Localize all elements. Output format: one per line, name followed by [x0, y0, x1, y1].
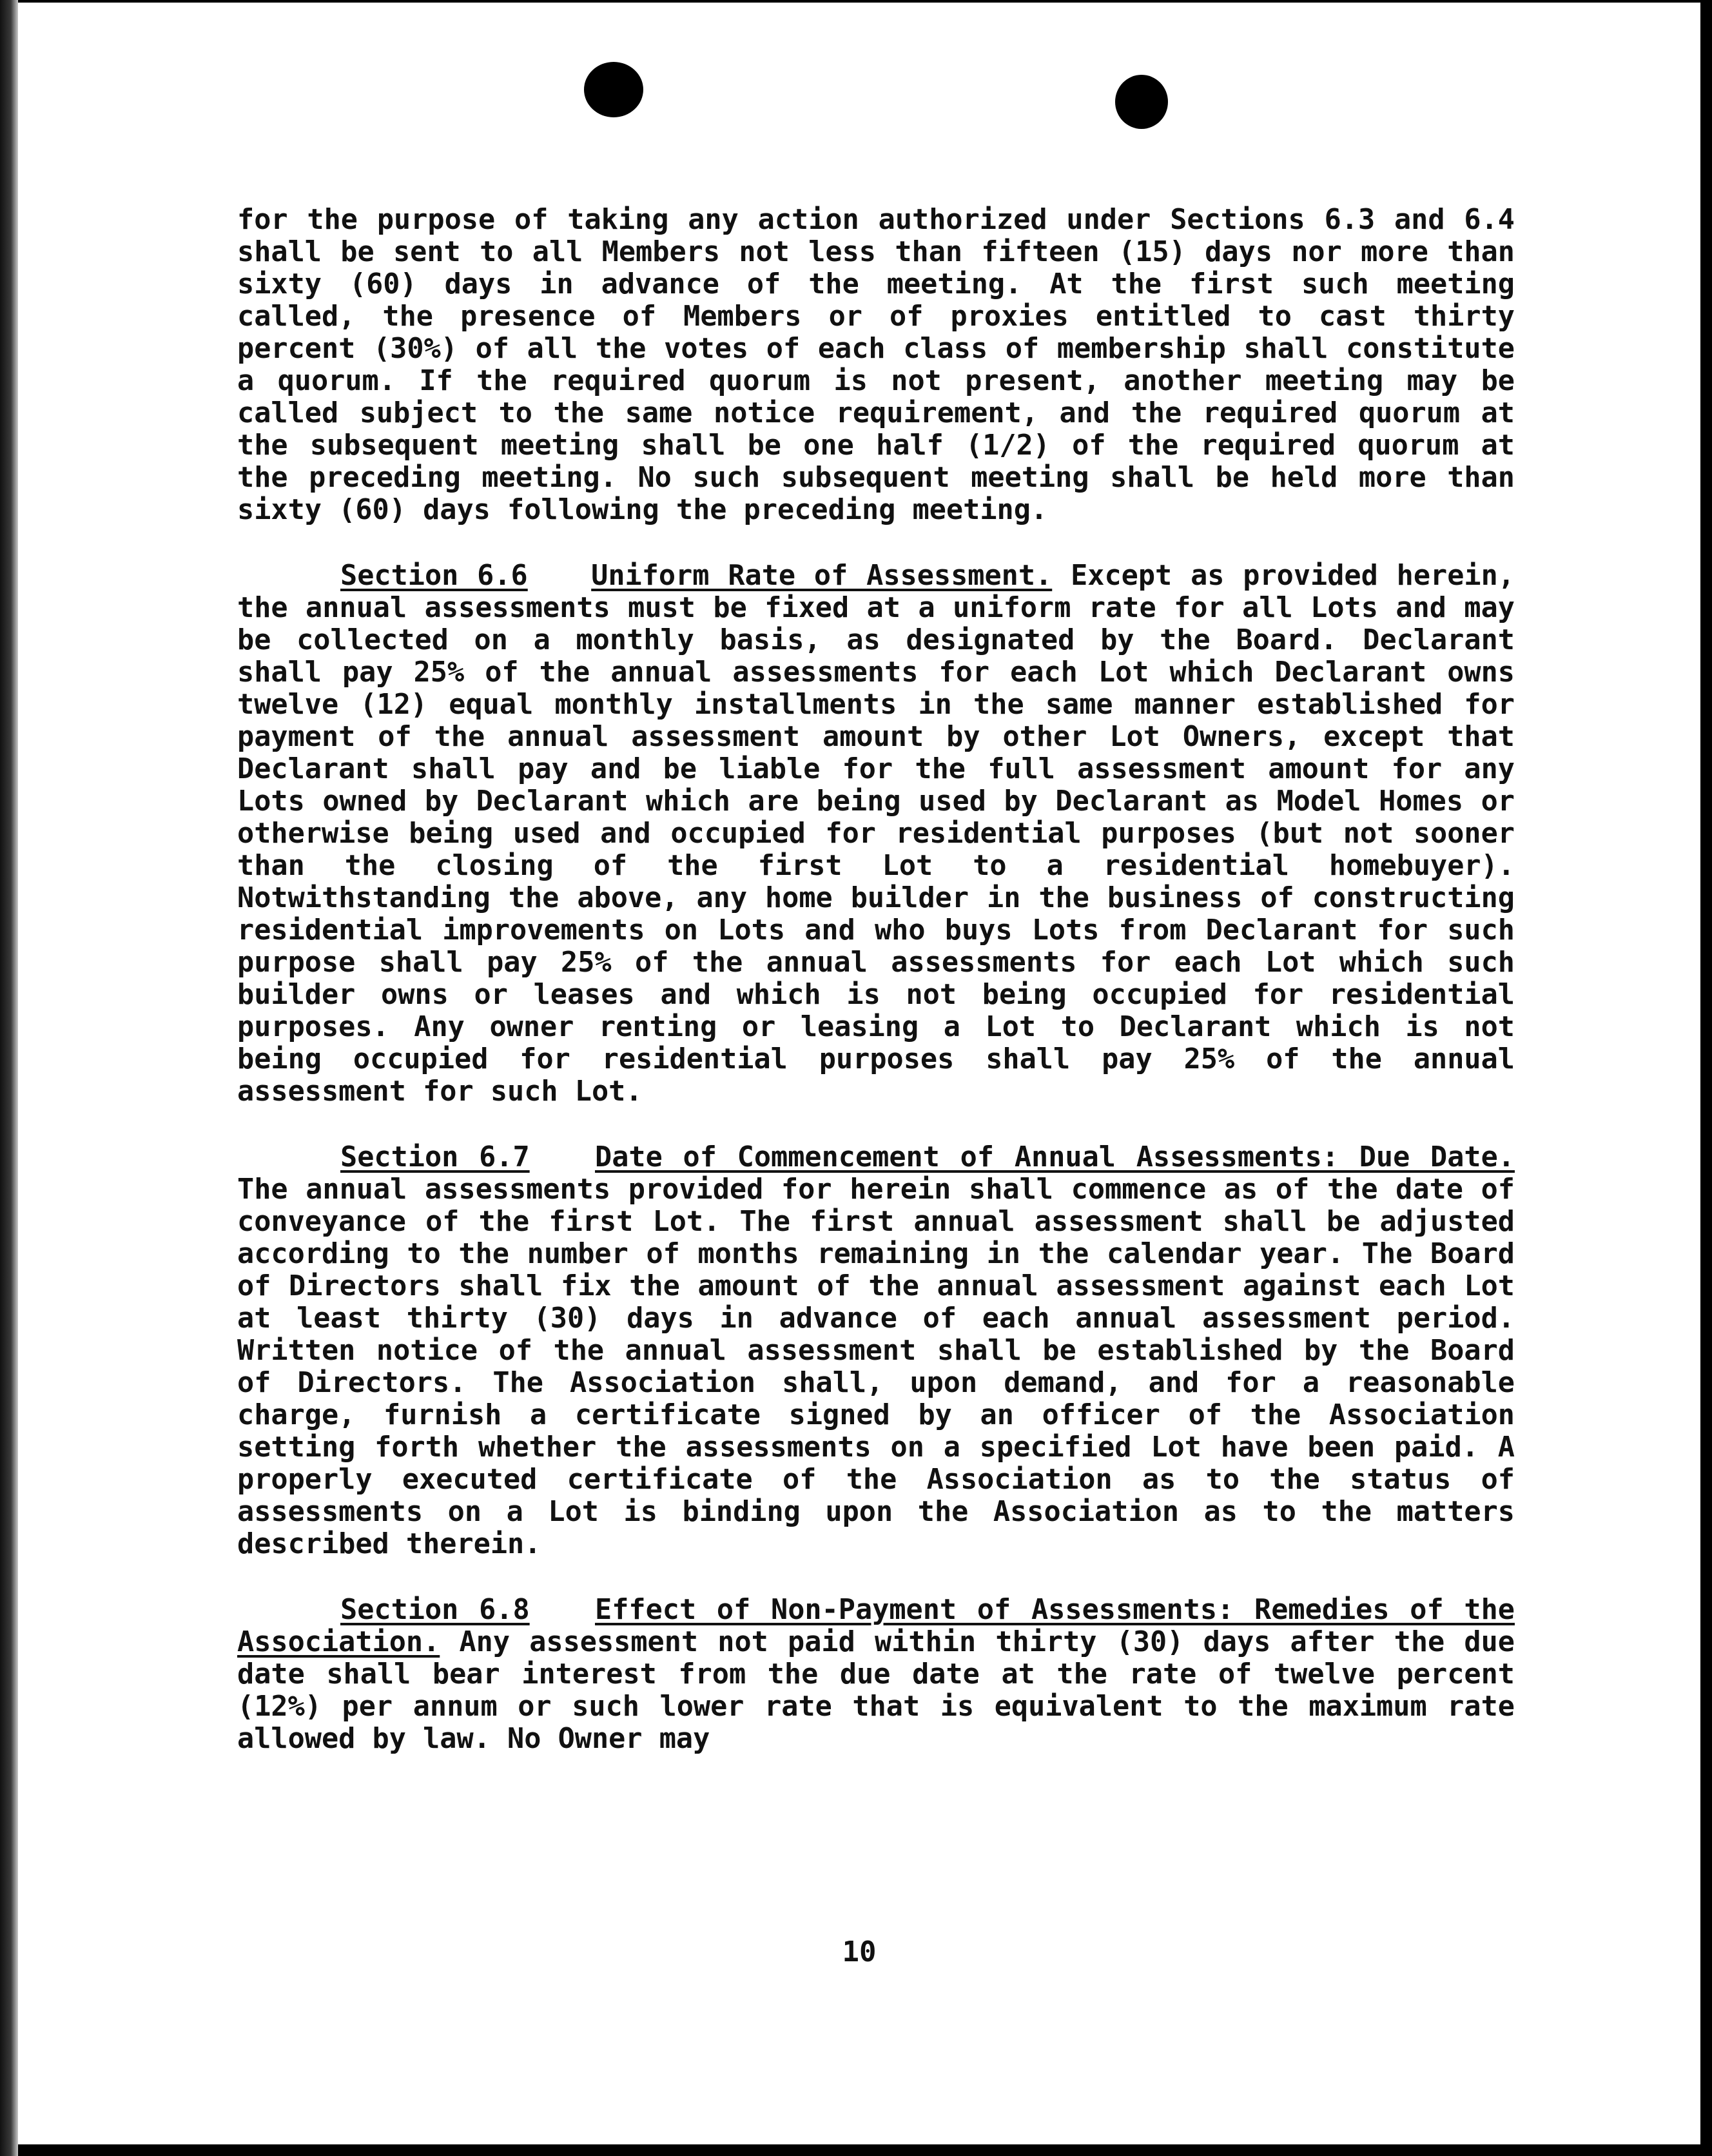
punch-hole-left [584, 62, 643, 117]
page-number: 10 [842, 1936, 877, 1968]
section-heading: Effect of Non-Payment of Assessments: Remedies of the Association. [237, 1594, 1515, 1658]
document-page [18, 3, 1700, 2144]
continuation-paragraph: for the purpose of taking any action authorized under Sections 6.3 and 6.4 shall be sent to all Members not less than fifteen (15) days nor more than sixty (60) days in advance of the meeting. At the first such meeting called, the presence of Members or of proxies entitled to cast thirty percent (30%) of all the votes of each class of membership shall constitute a quorum. If the required quorum is not present, another meeting may be called subject to the same notice requirement, and the required quorum at the subsequent meeting shall be one half (1/2) of the required quorum at the preceding meeting. No such subsequent meeting shall be held more than sixty (60) days following the preceding meeting. [237, 204, 1515, 526]
section-heading: Uniform Rate of Assessment. [591, 560, 1053, 592]
section-body: The annual assessments provided for herein shall commence as of the date of conveyance of the first Lot. The first annual assessment shall be adjusted according to the number of months remaining in the calendar year. The Board of Directors shall fix the amount of the annual assessment against each Lot at least thirty (30) days in advance of each annual assessment period. Written notice of the annual assessment shall be established by the Board of Directors. The Association shall, upon demand, and for a reasonable charge, furnish a certificate signed by an officer of the Association setting forth whether the assessments on a specified Lot have been paid. A properly executed certificate of the Association as to the status of assessments on a Lot is binding upon the Association as to the matters described therein. [237, 1173, 1515, 1560]
section-6-8 [237, 1594, 1515, 1755]
section-body: Except as provided herein, the annual assessments must be fixed at a uniform rate for all Lots and may be collected on a monthly basis, as designated by the Board. Declarant shall pay 25% of the annual assessments for each Lot which Declarant owns twelve (12) equal monthly installments in the same manner established for payment of the annual assessment amount by other Lot Owners, except that Declarant shall pay and be liable for the full assessment amount for any Lots owned by Declarant which are being used by Declarant as Model Homes or otherwise being used and occupied for residential purposes (but not sooner than the closing of the first Lot to a residential homebuyer). Notwithstanding the above, any home builder in the business of constructing residential improvements on Lots and who buys Lots from Declarant for such purpose shall pay 25% of the annual assessments for each Lot which such builder owns or leases and which is not being occupied for residential purposes. Any owner renting or leasing a Lot to Declarant which is not being occupied for residential purposes shall pay 25% of the annual assessment for such Lot. [237, 560, 1515, 1108]
section-6-6 [237, 560, 1515, 1108]
scan-left-edge [0, 0, 18, 2156]
punch-hole-right [1115, 75, 1168, 129]
section-6-7 [237, 1141, 1515, 1560]
section-number: Section 6.7 [340, 1141, 530, 1173]
section-heading: Date of Commencement of Annual Assessments: Due Date. [595, 1141, 1515, 1173]
section-body: Any assessment not paid within thirty (30) days after the due date shall bear interest from the due date at the rate of twelve percent (12%) per annum or such lower rate that is equivalent to the maximum rate allowed by law. No Owner may [237, 1626, 1515, 1755]
document-body [237, 204, 1515, 1788]
section-number: Section 6.6 [340, 560, 528, 592]
section-number: Section 6.8 [340, 1594, 530, 1626]
